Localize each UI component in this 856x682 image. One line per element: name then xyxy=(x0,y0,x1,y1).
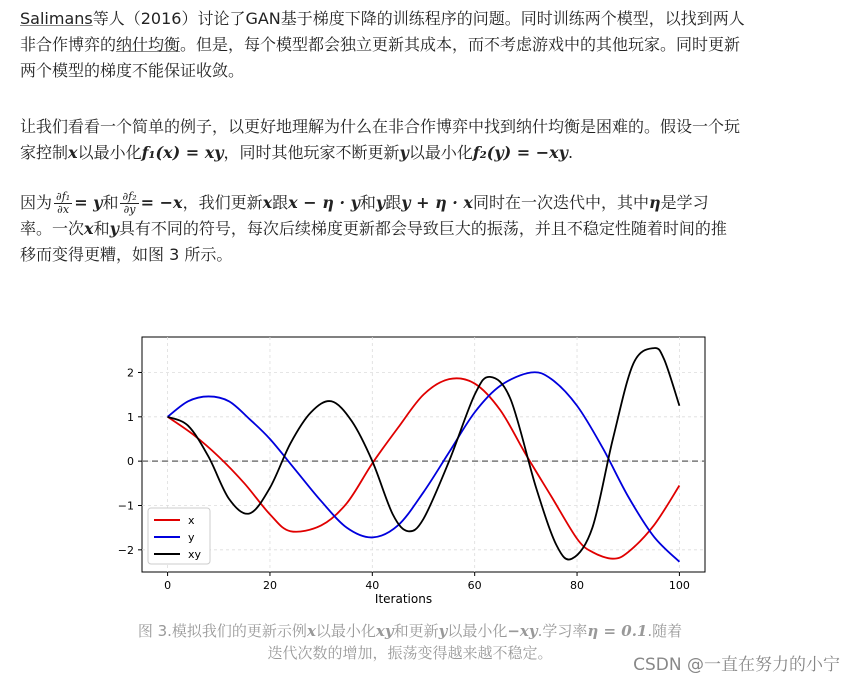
fraction-df2-dy xyxy=(120,191,138,216)
x-tick-label: 0 xyxy=(164,579,172,592)
math-eq-y: = y xyxy=(74,193,103,212)
grad-text-4: 跟 xyxy=(272,193,289,212)
frac2-numerator: ∂f₂ xyxy=(122,190,137,203)
intro-text-4: 两个模型的梯度不能保证收敛。 xyxy=(20,61,245,80)
caption-text-3: 和更新 xyxy=(393,622,439,640)
intro-text-2: 非合作博弈的 xyxy=(20,35,117,54)
math-eq-negx: = −x xyxy=(140,193,183,212)
grad-text-8: 是学习 xyxy=(660,193,709,212)
math-x: x xyxy=(84,219,94,238)
y-tick-label: 2 xyxy=(127,366,134,380)
grad-text-10: 和 xyxy=(93,219,110,238)
math-f2: f₂(y) = −xy xyxy=(472,143,568,162)
grad-text-1: 因为 xyxy=(20,193,53,212)
example-text-1: 让我们看看一个简单的例子，以更好地理解为什么在非合作博弈中找到纳什均衡是困难的。假设一个玩 xyxy=(20,117,741,136)
caption-text-5: .学习率 xyxy=(537,622,588,640)
x-tick-label: 60 xyxy=(467,579,482,592)
frac2-denominator: ∂y xyxy=(123,203,136,216)
fraction-df1-dx xyxy=(54,191,72,216)
x-axis-label: Iterations xyxy=(374,592,433,606)
caption-text-7: 迭代次数的增加，振荡变得越来越不稳定。 xyxy=(267,644,553,662)
x-tick-label: 20 xyxy=(262,579,277,592)
caption-text-1: 图 3.模拟我们的更新示例 xyxy=(137,622,307,640)
caption-math-x: x xyxy=(306,622,316,640)
grad-text-9: 率。一次 xyxy=(20,219,85,238)
caption-math-negxy: −xy xyxy=(507,622,538,640)
example-text-5: 以最小化 xyxy=(408,143,473,162)
legend-label-y: y xyxy=(188,531,195,544)
grad-text-5: 和 xyxy=(359,193,376,212)
math-update-y: y + η · x xyxy=(401,193,473,212)
math-update-x: x − η · y xyxy=(288,193,360,212)
math-eta: η xyxy=(648,193,661,212)
frac1-numerator: ∂f₁ xyxy=(56,190,71,203)
grad-text-2: 和 xyxy=(102,193,119,212)
caption-math-xy: xy xyxy=(375,622,394,640)
example-text-2: 家控制 xyxy=(20,143,69,162)
math-y: y xyxy=(375,193,386,212)
frac1-denominator: ∂x xyxy=(57,203,70,216)
grad-text-12: 移而变得更糟，如图 3 所示。 xyxy=(20,245,233,264)
math-x: x xyxy=(68,143,78,162)
caption-math-y: y xyxy=(438,622,448,640)
caption-text-6: .随着 xyxy=(647,622,683,640)
math-y: y xyxy=(399,143,409,162)
oscillation-chart xyxy=(0,325,856,620)
y-tick-label: −1 xyxy=(117,499,134,513)
paragraph-example xyxy=(20,114,820,166)
paragraph-intro xyxy=(20,6,820,84)
math-f1: f₁(x) = xy xyxy=(141,143,224,162)
legend-label-xy: xy xyxy=(188,548,202,561)
intro-text-3: 。但是，每个模型都会独立更新其成本，而不考虑游戏中的其他玩家。同时更新 xyxy=(180,35,741,54)
x-tick-label: 80 xyxy=(570,579,585,592)
grad-text-11: 具有不同的符号，每次后续梯度更新都会导致巨大的振荡，并且不稳定性随着时间的推 xyxy=(118,219,727,238)
math-y: y xyxy=(109,219,119,238)
example-text-4: ，同时其他玩家不断更新 xyxy=(223,143,400,162)
y-tick-label: 0 xyxy=(127,455,134,469)
y-tick-label: 1 xyxy=(127,410,134,424)
caption-text-2: 以最小化 xyxy=(315,622,376,640)
figure-caption xyxy=(100,620,720,664)
intro-text-1: 等人（2016）讨论了GAN基于梯度下降的训练程序的问题。同时训练两个模型，以找到两人 xyxy=(92,9,745,28)
caption-text-4: 以最小化 xyxy=(447,622,508,640)
salimans-link[interactable]: Salimans xyxy=(20,9,93,28)
y-tick-label: −2 xyxy=(117,543,134,557)
x-tick-label: 100 xyxy=(668,579,690,592)
legend-label-x: x xyxy=(188,514,195,527)
nash-equilibrium-link[interactable]: 纳什均衡 xyxy=(116,35,181,54)
csdn-watermark: CSDN @一直在努力的小宁 xyxy=(633,655,840,675)
math-x: x xyxy=(262,193,273,212)
grad-text-7: 同时在一次迭代中，其中 xyxy=(472,193,649,212)
example-text-3: 以最小化 xyxy=(77,143,142,162)
grad-text-6: 跟 xyxy=(385,193,402,212)
grad-text-3: ，我们更新 xyxy=(182,193,263,212)
paragraph-gradient xyxy=(20,190,820,268)
caption-math-eta: η = 0.1 xyxy=(587,622,648,640)
x-tick-label: 40 xyxy=(365,579,380,592)
example-text-6: . xyxy=(567,143,574,162)
